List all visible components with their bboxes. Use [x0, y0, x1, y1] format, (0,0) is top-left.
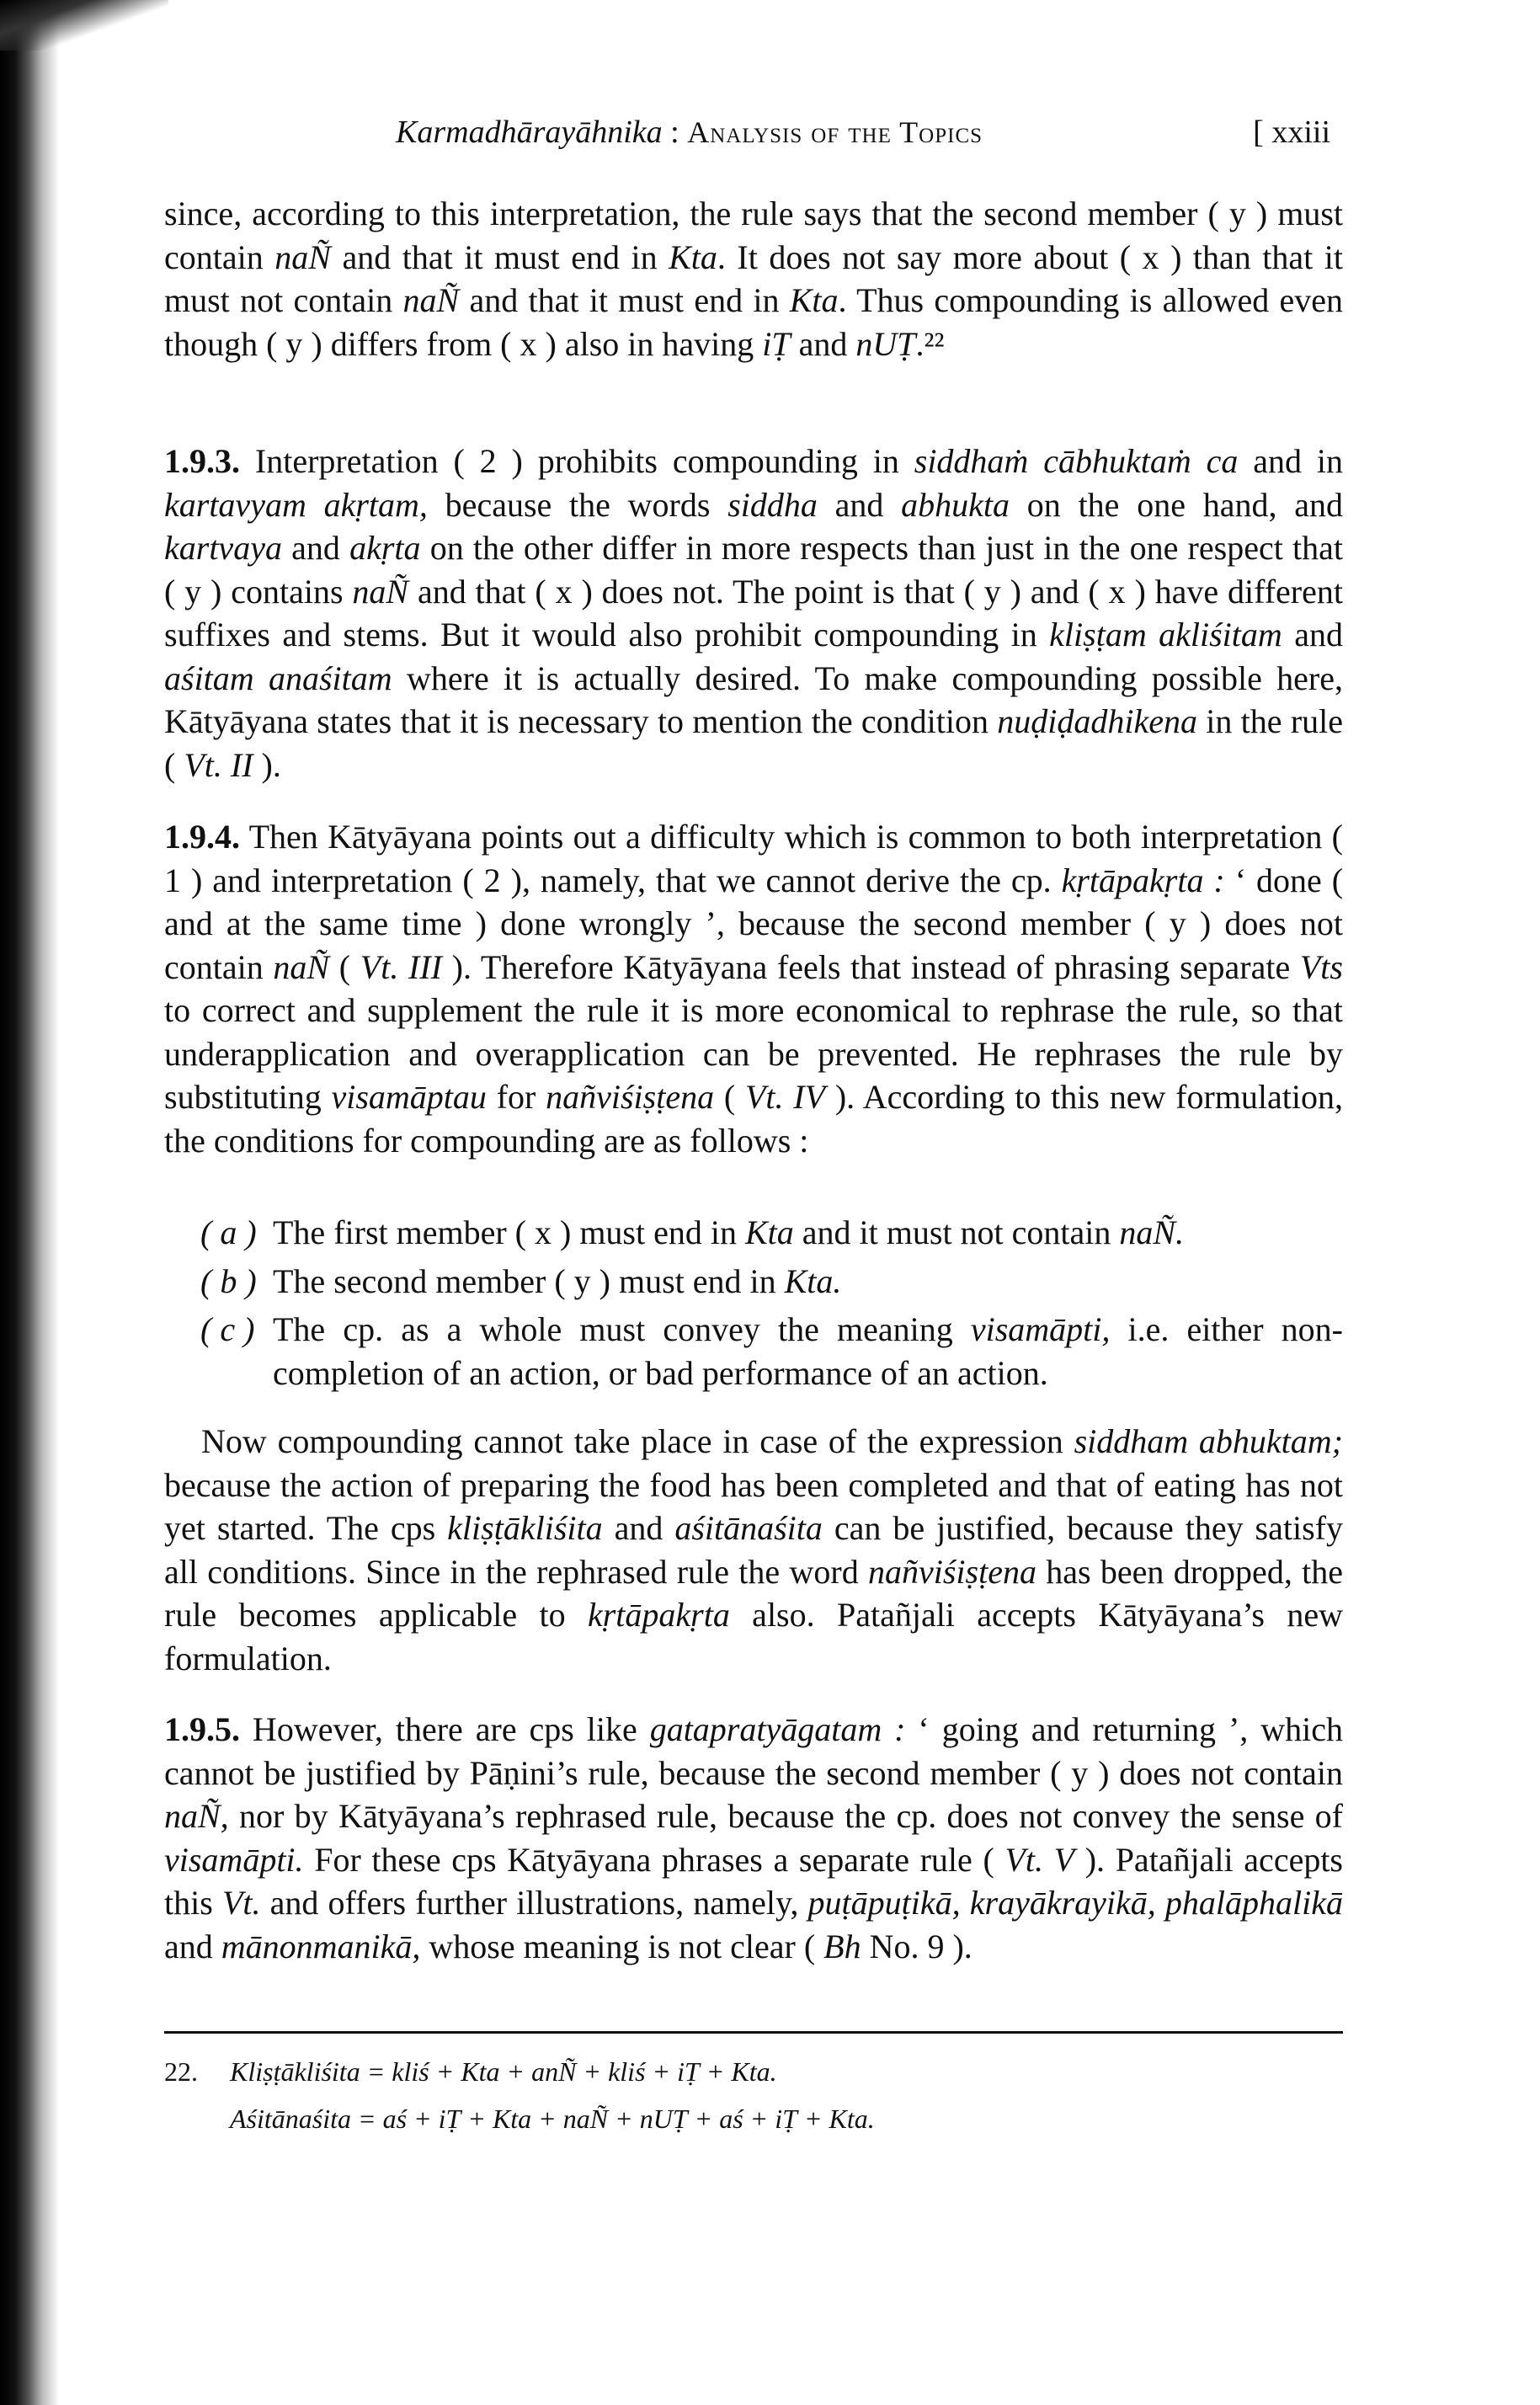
- text-run: and it must not contain: [793, 1213, 1120, 1251]
- italic-term: naÑ: [402, 281, 460, 319]
- footnote-22: [164, 2048, 1343, 2142]
- footnote-line-1: Kliṣṭākliśita = kliś + Kta + anÑ + kliś + iṬ + Kta.: [230, 2056, 777, 2087]
- paragraph-1-9-5: [164, 1708, 1343, 1968]
- section-number: 1.9.4.: [164, 818, 240, 856]
- text-run: ). According to this new formulation, the conditions for compounding are as follows :: [164, 1078, 1344, 1160]
- text-run: ‘ done ( and at the same time ) done wrongly ’, because the second member ( y ) does not contain: [164, 861, 1344, 986]
- text-run: because the words: [427, 485, 728, 524]
- italic-term: kṛtāpakṛta :: [1061, 861, 1225, 899]
- condition-c: [200, 1308, 1343, 1394]
- text-run: ). Patañjali accepts this: [164, 1840, 1344, 1922]
- text-run: and offers further illustrations, namely,: [260, 1884, 808, 1922]
- italic-term: kartvaya: [164, 529, 282, 567]
- italic-term: siddha: [727, 485, 818, 524]
- italic-term: nañviśiṣṭena: [868, 1552, 1036, 1591]
- italic-term: gatapratyāgatam :: [649, 1710, 906, 1748]
- text-run: i.e. either non-completion of an action, or bad performance of an action.: [273, 1310, 1344, 1392]
- paragraph-1-9-3: [164, 440, 1343, 787]
- italic-term: puṭāpuṭikā, krayākrayikā, phalāphalikā: [807, 1884, 1344, 1922]
- text-run: .²²: [915, 324, 945, 363]
- text-run: The first member ( x ) must end in: [273, 1213, 745, 1251]
- italic-term: nañviśiṣṭena: [546, 1078, 715, 1116]
- italic-term: siddhaṁ cābhuktaṁ ca: [914, 442, 1239, 480]
- scan-shadow-edge: [0, 0, 59, 2405]
- italic-term: Kta: [789, 281, 839, 319]
- text-run: The second member ( y ) must end in: [273, 1261, 785, 1300]
- text-run: and: [790, 324, 856, 363]
- text-run: No. 9 ).: [861, 1927, 972, 1965]
- condition-b: [200, 1260, 1343, 1304]
- text-run: and: [1282, 616, 1343, 653]
- italic-term: Vt. III: [360, 947, 442, 986]
- text-run: can be justified, because they satisfy all conditions. Since in the rephrased rule the word: [164, 1509, 1343, 1591]
- scan-shadow-corner: [0, 0, 168, 51]
- italic-term: Vts: [1299, 947, 1343, 986]
- text-run: ). Therefore Kātyāyana feels that instead of phrasing separate: [441, 947, 1300, 986]
- running-header: [396, 114, 1330, 151]
- italic-term: kliṣṭam akliśitam: [1049, 616, 1282, 653]
- condition-text: [273, 1310, 1343, 1392]
- italic-term: Vt. IV: [744, 1078, 826, 1116]
- italic-term: Vt. II: [184, 745, 253, 784]
- footnote-number: 22.: [164, 2056, 198, 2087]
- text-run: (: [329, 947, 360, 986]
- italic-term: naÑ: [273, 947, 330, 986]
- italic-term: Kta: [669, 237, 717, 276]
- italic-term: Vt.: [221, 1884, 261, 1922]
- footnote-line-2: Aśitānaśita = aś + iṬ + Kta + naÑ + nUṬ + aś + iṬ + Kta.: [230, 2104, 875, 2134]
- italic-term: iṬ: [762, 324, 791, 363]
- italic-term: aśitānaśita: [674, 1509, 823, 1547]
- text-run: whose meaning is not clear (: [420, 1927, 824, 1965]
- italic-term: nuḍiḍadhikena: [997, 702, 1197, 740]
- page-number: [ xxiii: [1253, 115, 1330, 150]
- text-run: on the other differ in more respects than just in the one respect that ( y ) contains: [164, 529, 1343, 611]
- text-run: because the action of preparing the food has been completed and that of eating has not yet started. The cps: [164, 1465, 1343, 1547]
- italic-term: Bh: [823, 1927, 861, 1965]
- text-run: and: [164, 1927, 221, 1965]
- italic-term: kṛtāpakṛta: [587, 1596, 730, 1634]
- text-run: Now compounding cannot take place in case of the expression: [201, 1422, 1074, 1460]
- text-run: . Thus compounding is allowed even though ( y ) differs from ( x ) also in having: [164, 281, 1344, 363]
- text-run: and that it must end in: [330, 237, 669, 276]
- text-run: on the one hand, and: [1010, 485, 1343, 524]
- text-run: to correct and supplement the rule it is more economical to rephrase the rule, so that underapplication and overapplication can be prevented. He rephrases the rule by substituting: [164, 991, 1343, 1116]
- italic-term: visamāpti,: [970, 1310, 1111, 1348]
- paragraph-1-9-4: [164, 815, 1343, 1162]
- condition-marker: ( a ): [200, 1213, 257, 1251]
- italic-term: mānonmanikā,: [221, 1927, 421, 1965]
- text-run: . It does not say more about ( x ) than that it must not contain: [164, 237, 1343, 319]
- header-separator: :: [662, 115, 688, 150]
- header-title: Karmadhārayāhnika: [396, 115, 663, 150]
- text-run: also. Patañjali accepts Kātyāyana’s new formulation.: [164, 1596, 1343, 1677]
- italic-term: kliṣṭākliśita: [447, 1509, 603, 1547]
- italic-term: Vt. V: [1004, 1840, 1075, 1879]
- text-run: However, there are cps like: [240, 1710, 650, 1748]
- text-run: and: [817, 485, 902, 524]
- text-run: where it is actually desired. To make compounding possible here, Kātyāyana states that it is necessary to mention the condition: [164, 659, 1343, 740]
- italic-term: naÑ.: [1119, 1213, 1185, 1251]
- italic-term: naÑ: [274, 237, 331, 276]
- paragraph-continuation: [164, 192, 1343, 365]
- italic-term: kartavyam akṛtam,: [164, 485, 428, 524]
- text-run: ‘ going and returning ’, which cannot be justified by Pāṇini’s rule, because the second member ( y ) does not contain: [164, 1710, 1343, 1792]
- italic-term: Kta: [744, 1213, 794, 1251]
- text-run: and that ( x ) does not. The point is that ( y ) and ( x ) have different suffixes and stems. But it would also prohibit compounding in: [164, 572, 1343, 653]
- text-run: The cp. as a whole must convey the meaning: [273, 1310, 971, 1348]
- condition-marker: ( c ): [200, 1310, 255, 1348]
- condition-marker: ( b ): [200, 1261, 257, 1300]
- italic-term: Kta.: [784, 1261, 842, 1300]
- section-number: 1.9.5.: [164, 1710, 240, 1748]
- paragraph-now: [164, 1420, 1343, 1680]
- text-run: (: [714, 1078, 745, 1116]
- condition-text: [273, 1213, 1184, 1251]
- italic-term: visamāptau: [331, 1078, 487, 1116]
- italic-term: siddham abhuktam;: [1074, 1422, 1344, 1460]
- text-run: ).: [253, 745, 281, 784]
- text-run: in the rule (: [164, 702, 1344, 784]
- header-subtitle: Analysis of the Topics: [687, 115, 983, 149]
- italic-term: visamāpti.: [164, 1840, 304, 1879]
- italic-term: nUṬ: [855, 324, 916, 363]
- italic-term: naÑ,: [164, 1797, 229, 1835]
- text-run: since, according to this interpretation, the rule says that the second member ( y ) must contain: [164, 195, 1343, 276]
- text-run: Then Kātyāyana points out a difficulty which is common to both interpretation ( 1 ) and interpretation ( 2 ), namely, that we cannot derive the cp.: [164, 818, 1343, 899]
- condition-a: [200, 1211, 1343, 1255]
- italic-term: abhukta: [901, 485, 1010, 524]
- text-run: and in: [1238, 442, 1344, 480]
- text-run: has been dropped, the rule becomes applicable to: [164, 1552, 1343, 1634]
- section-number: 1.9.3.: [164, 442, 240, 480]
- text-run: and that it must end in: [459, 281, 790, 319]
- text-run: Interpretation ( 2 ) prohibits compounding in: [240, 442, 914, 480]
- italic-term: akṛta: [349, 529, 421, 567]
- text-run: and: [602, 1509, 675, 1547]
- italic-term: aśitam anaśitam: [164, 659, 392, 697]
- condition-text: [273, 1262, 841, 1300]
- text-run: nor by Kātyāyana’s rephrased rule, because the cp. does not convey the sense of: [228, 1797, 1343, 1835]
- text-run: for: [486, 1078, 546, 1116]
- italic-term: naÑ: [352, 572, 409, 611]
- text-run: and: [281, 529, 350, 567]
- text-run: For these cps Kātyāyana phrases a separate rule (: [303, 1840, 1005, 1879]
- footnote-divider: [164, 2031, 1343, 2034]
- conditions-list: [200, 1211, 1343, 1400]
